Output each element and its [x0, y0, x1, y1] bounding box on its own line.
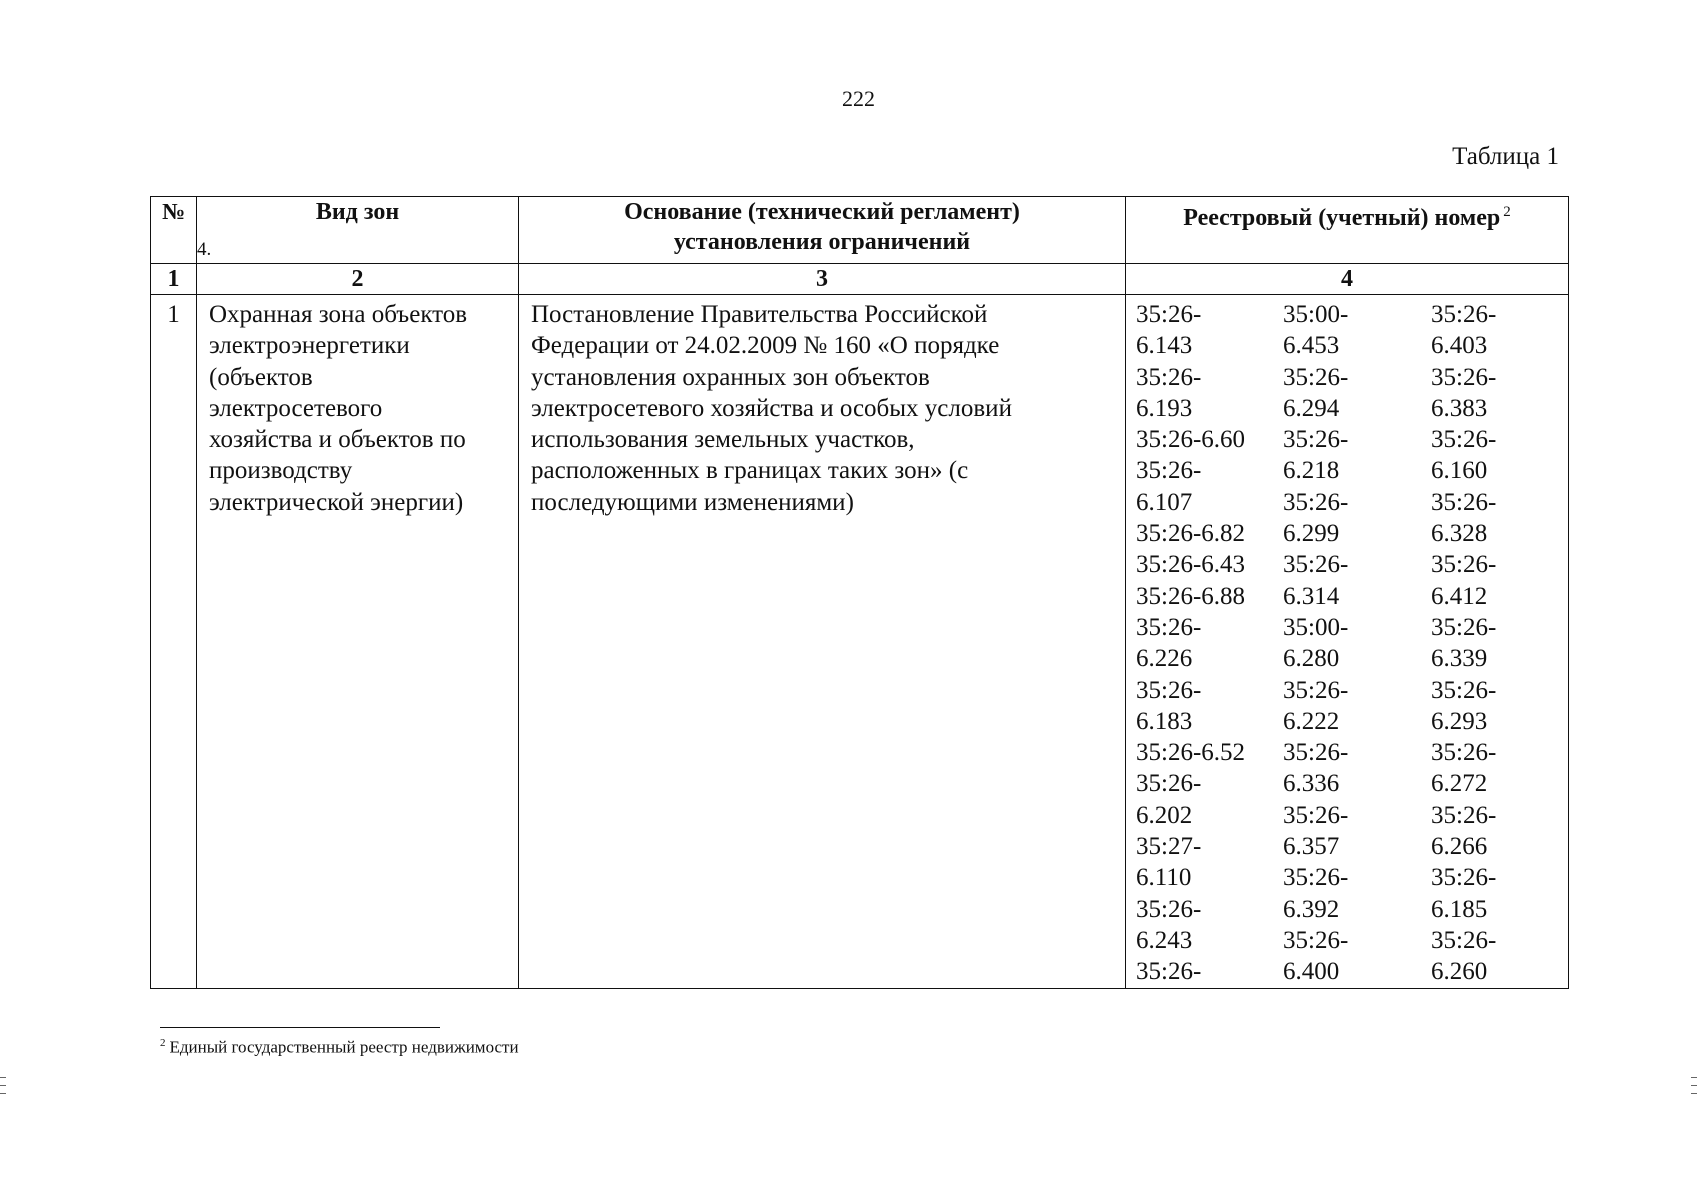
edge-mark: [1691, 1085, 1697, 1086]
registry-number: 35:26-: [1431, 363, 1497, 391]
registry-number: 35:26-6.43: [1136, 551, 1246, 579]
registry-number: 6.107: [1136, 488, 1193, 516]
basis-line: электросетевого хозяйства и особых условий: [531, 394, 1012, 422]
edge-mark: [0, 1077, 6, 1078]
registry-number: 35:26-: [1136, 363, 1202, 391]
registry-number: 35:26-: [1431, 864, 1497, 892]
registry-number: 35:26-: [1431, 739, 1497, 767]
registry-number: 6.314: [1283, 582, 1340, 610]
footnote-marker: 2: [160, 1037, 166, 1049]
column-index: 4: [1126, 264, 1569, 295]
zone-type-line: электроэнергетики: [209, 332, 410, 360]
registry-number: 6.293: [1431, 707, 1488, 735]
footnote-divider: [160, 1027, 440, 1028]
registry-number: 6.218: [1283, 457, 1340, 485]
zones-table-container: [150, 196, 1568, 986]
registry-number: 6.453: [1283, 332, 1340, 360]
column-index: 1: [151, 264, 197, 295]
registry-number: 6.260: [1431, 958, 1488, 986]
registry-number: 35:26-: [1431, 551, 1497, 579]
registry-number: 6.328: [1431, 520, 1488, 548]
basis-line: Постановление Правительства Российской: [531, 301, 988, 328]
basis-line: расположенных в границах таких зон» (с: [531, 457, 969, 485]
table-caption: Таблица 1: [1452, 143, 1559, 170]
registry-number: 6.294: [1283, 394, 1340, 422]
header-zone-type: Вид зон: [197, 197, 519, 264]
registry-number: 6.336: [1283, 770, 1340, 798]
registry-number: 6.183: [1136, 707, 1193, 735]
zone-type-line: хозяйства и объектов по: [209, 426, 466, 454]
registry-number: 35:26-6.52: [1136, 739, 1246, 767]
zone-type-line: электросетевого: [209, 394, 383, 422]
registry-number: 6.222: [1283, 707, 1340, 735]
registry-number: 35:26-: [1283, 551, 1349, 579]
registry-number: 35:26-: [1136, 301, 1202, 328]
registry-number: 6.383: [1431, 394, 1488, 422]
registry-number: 6.193: [1136, 394, 1193, 422]
header-num-note: 4.: [197, 239, 212, 260]
registry-numbers: [1136, 299, 1564, 988]
basis-cell: [519, 295, 1126, 989]
registry-number: 6.226: [1136, 645, 1193, 673]
registry-number: 35:26-: [1136, 770, 1202, 798]
registry-number: 35:26-6.82: [1136, 520, 1246, 548]
registry-number: 6.339: [1431, 645, 1488, 673]
registry-number: 35:26-: [1431, 926, 1497, 954]
header-registry: [1126, 197, 1569, 264]
registry-number: 35:00-: [1283, 301, 1349, 328]
table-header-row: [151, 197, 1569, 264]
registry-number: 35:26-: [1136, 895, 1202, 923]
zone-type-text: [209, 299, 512, 518]
registry-number: 6.357: [1283, 833, 1340, 861]
registry-number: 6.403: [1431, 332, 1488, 360]
registry-number: 35:26-6.60: [1136, 426, 1246, 454]
page-number: 222: [842, 86, 875, 111]
edge-mark: [1691, 1093, 1697, 1094]
registry-number: 35:26-: [1283, 488, 1349, 516]
registry-number: 6.400: [1283, 958, 1340, 986]
registry-number: 35:26-: [1431, 301, 1497, 328]
registry-number: 35:27-: [1136, 833, 1202, 861]
basis-line: Федерации от 24.02.2009 № 160 «О порядке: [531, 332, 1000, 360]
zone-type-line: электрической энергии): [209, 488, 464, 516]
footnote: [160, 1037, 519, 1058]
registry-number: 6.185: [1431, 895, 1488, 923]
basis-line: использования земельных участков,: [531, 426, 915, 454]
zone-type-line: производству: [209, 457, 353, 485]
column-index-row: [151, 264, 1569, 295]
edge-mark: [0, 1085, 6, 1086]
registry-number: 35:26-6.88: [1136, 582, 1246, 610]
registry-number: 6.392: [1283, 895, 1340, 923]
footnote-text: Единый государственный реестр недвижимости: [169, 1037, 519, 1057]
registry-number: 35:26-: [1283, 676, 1349, 704]
registry-number: 35:26-: [1431, 613, 1497, 641]
zone-type-line: Охранная зона объектов: [209, 301, 468, 328]
registry-number: 35:26-: [1283, 426, 1349, 454]
registry-number: 35:26-: [1136, 613, 1202, 641]
registry-number: 35:26-: [1136, 676, 1202, 704]
header-num: [151, 197, 212, 264]
registry-number: 6.412: [1431, 582, 1488, 610]
registry-number: 6.272: [1431, 770, 1488, 798]
edge-mark: [1691, 1077, 1697, 1078]
header-registry-footnote-marker: 2: [1503, 204, 1511, 220]
registry-number: 35:26-: [1431, 488, 1497, 516]
registry-number: 35:26-: [1283, 739, 1349, 767]
table-row: [151, 295, 1569, 989]
registry-number: 6.266: [1431, 833, 1488, 861]
basis-line: установления охранных зон объектов: [531, 363, 930, 391]
column-index: 2: [197, 264, 519, 295]
column-index: 3: [519, 264, 1126, 295]
edge-mark: [0, 1093, 6, 1094]
registry-number: 6.143: [1136, 332, 1193, 360]
zone-type-line: (объектов: [209, 363, 313, 391]
registry-number: 35:26-: [1283, 926, 1349, 954]
header-num-label: №: [161, 199, 186, 224]
row-num: 1: [151, 295, 197, 989]
registry-number: 35:26-: [1431, 676, 1497, 704]
registry-number: 35:00-: [1283, 613, 1349, 641]
registry-number: 35:26-: [1283, 864, 1349, 892]
registry-number: 6.243: [1136, 926, 1193, 954]
registry-number: 6.299: [1283, 520, 1340, 548]
header-basis: Основание (технический регламент) установления ограничений: [519, 197, 1126, 264]
registry-cell: [1126, 295, 1569, 989]
basis-line: последующими изменениями): [531, 488, 854, 516]
zones-table: [150, 196, 1569, 989]
registry-number: 35:26-: [1431, 426, 1497, 454]
registry-number: 6.280: [1283, 645, 1340, 673]
registry-number: 35:26-: [1136, 958, 1202, 986]
registry-number: 35:26-: [1283, 801, 1349, 829]
zone-type-cell: [197, 295, 519, 989]
header-registry-label: Реестровый (учетный) номер: [1183, 205, 1501, 231]
registry-number: 6.110: [1136, 864, 1192, 892]
registry-number: 35:26-: [1136, 457, 1202, 485]
registry-number: 35:26-: [1431, 801, 1497, 829]
basis-text: [531, 299, 1117, 518]
registry-number: 6.202: [1136, 801, 1193, 829]
registry-number: 6.160: [1431, 457, 1488, 485]
registry-number: 35:26-: [1283, 363, 1349, 391]
